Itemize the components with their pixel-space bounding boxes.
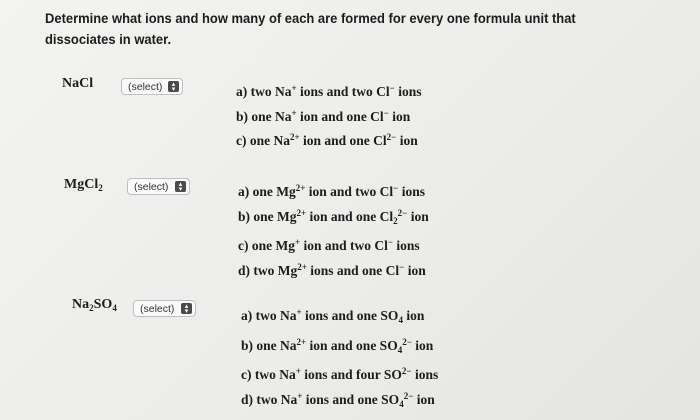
select-nacl[interactable]: (select) ▴ ▾ — [121, 78, 183, 95]
option-nacl-b: b) one Na+ ion and one Cl− ion — [236, 107, 411, 124]
option-mgcl2-c: c) one Mg+ ion and two Cl− ions — [238, 237, 420, 253]
select-na2so4[interactable]: (select) ▴ ▾ — [133, 300, 196, 317]
option-mgcl2-b: b) one $Mg^{2+}$ ion and one $Cl_2^{2-}$ ion — [238, 207, 429, 226]
select-updown-icon: ▴ ▾ — [168, 81, 179, 92]
formula-na2so4: $Na_2SO_4$ — [72, 297, 117, 313]
option-nacl-a: a) two Na+ ions and two Cl− ions — [236, 83, 422, 99]
option-na2so4-c: c) two Na+ ions and four $SO^{2-}$ ions — [241, 366, 439, 382]
select-updown-icon: ▴ ▾ — [175, 181, 186, 192]
formula-nacl: NaCl — [62, 76, 94, 91]
option-mgcl2-d: d) two $Mg^{2+}$ ions and one Cl− ion — [238, 261, 426, 278]
option-na2so4-d: d) two Na+ ions and one $SO_4^{2-}$ ion — [241, 390, 435, 409]
formula-mgcl2: MgCl$_2$ — [64, 177, 103, 193]
option-mgcl2-a: a) one $Mg^{2+}$ ion and two Cl− ions — [238, 183, 425, 199]
options-nacl — [236, 78, 421, 152]
select-updown-icon: ▴ ▾ — [181, 303, 192, 314]
option-na2so4-a: a) two Na+ ions and one $SO_4$ ion — [241, 307, 425, 325]
option-nacl-c: c) one $Na^{2+}$ ion and one $Cl^{2-}$ ion — [236, 132, 418, 148]
options-na2so4 — [241, 302, 438, 415]
select-mgcl2[interactable]: (select) ▴ ▾ — [127, 178, 190, 195]
options-mgcl2 — [238, 178, 429, 281]
option-na2so4-b: b) one $Na^{2+}$ ion and one $SO_4^{2-}$ ion — [241, 336, 434, 355]
question-text: Determine what ions and how many of each are formed for every one formula unit that dissociates in water. — [45, 11, 576, 47]
